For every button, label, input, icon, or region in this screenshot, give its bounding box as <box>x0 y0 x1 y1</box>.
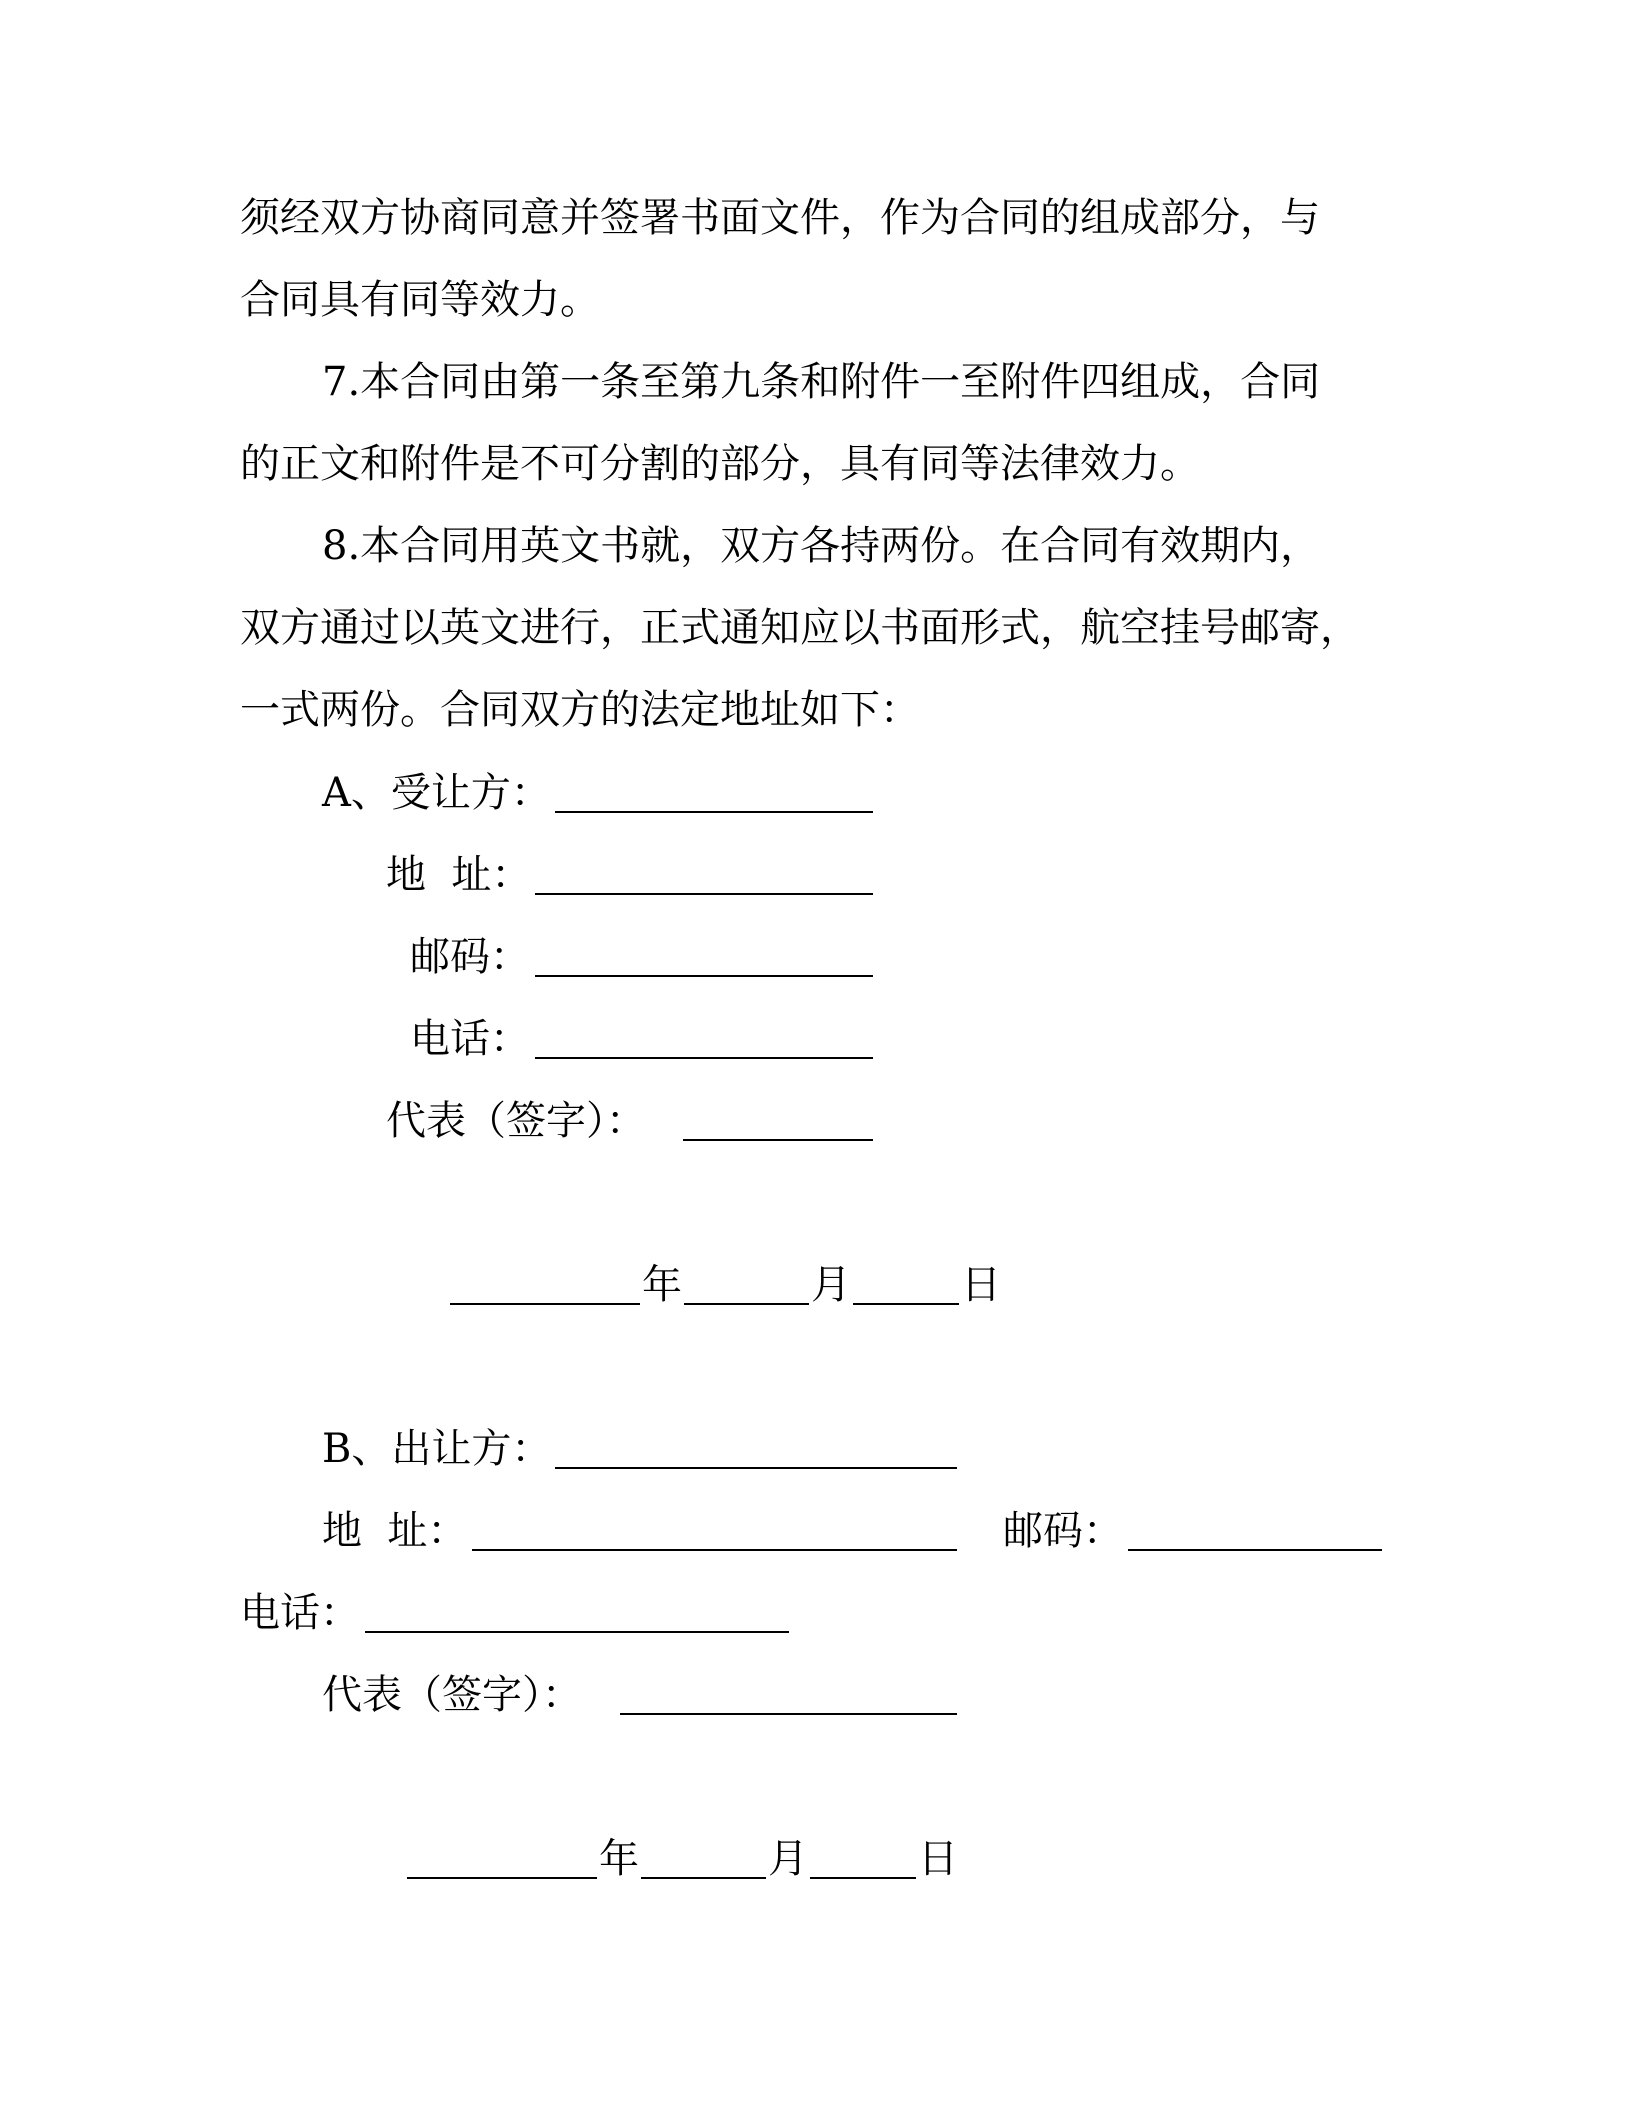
paragraph-6-line-2: 合同具有同等效力。 <box>240 277 600 323</box>
party-b-heading: B、出让方： <box>322 1426 552 1472</box>
party-b-year-blank[interactable] <box>407 1877 597 1879</box>
party-a-year-blank[interactable] <box>450 1303 640 1305</box>
paragraph-7-line-2: 的正文和附件是不可分割的部分，具有同等法律效力。 <box>240 441 1200 487</box>
party-a-phone-label: 电话： <box>410 1016 530 1062</box>
paragraph-8-line-1: 8.本合同用英文书就，双方各持两份。在合同有效期内， <box>322 523 1321 569</box>
party-b-address-blank[interactable] <box>472 1549 957 1551</box>
paragraph-7-line-1: 7.本合同由第一条至第九条和附件一至附件四组成，合同 <box>322 359 1321 405</box>
party-a-phone-blank[interactable] <box>535 1057 873 1059</box>
party-a-address-blank[interactable] <box>535 893 873 895</box>
party-a-day-label: 日 <box>961 1262 1001 1308</box>
party-a-heading: A、受让方： <box>322 770 551 816</box>
party-b-address-label: 地 址： <box>322 1508 468 1554</box>
party-a-postcode-label: 邮码： <box>410 934 530 980</box>
party-b-phone-label: 电话： <box>240 1590 360 1636</box>
party-a-month-blank[interactable] <box>684 1303 809 1305</box>
party-a-rep-label: 代表（签字）： <box>386 1098 646 1144</box>
party-a-month-label: 月 <box>811 1262 851 1308</box>
party-b-name-blank[interactable] <box>555 1467 957 1469</box>
party-a-year-label: 年 <box>642 1262 682 1308</box>
party-b-day-blank[interactable] <box>810 1877 916 1879</box>
party-b-rep-label: 代表（签字）： <box>322 1672 582 1718</box>
paragraph-6-line-1: 须经双方协商同意并签署书面文件，作为合同的组成部分，与 <box>240 195 1320 241</box>
paragraph-8-line-3: 一式两份。合同双方的法定地址如下： <box>240 687 920 733</box>
party-b-phone-blank[interactable] <box>365 1631 789 1633</box>
party-a-address-label: 地 址： <box>386 852 532 898</box>
party-b-postcode-blank[interactable] <box>1128 1549 1382 1551</box>
party-a-name-blank[interactable] <box>555 811 873 813</box>
party-b-postcode-label: 邮码： <box>1003 1508 1123 1554</box>
paragraph-8-line-2: 双方通过以英文进行，正式通知应以书面形式，航空挂号邮寄， <box>240 605 1360 651</box>
party-b-year-label: 年 <box>599 1836 639 1882</box>
party-b-day-label: 日 <box>918 1836 958 1882</box>
party-b-month-label: 月 <box>768 1836 808 1882</box>
party-a-day-blank[interactable] <box>853 1303 959 1305</box>
party-b-signature-blank[interactable] <box>620 1713 957 1715</box>
party-a-signature-blank[interactable] <box>683 1139 873 1141</box>
party-b-month-blank[interactable] <box>641 1877 766 1879</box>
party-a-postcode-blank[interactable] <box>535 975 873 977</box>
